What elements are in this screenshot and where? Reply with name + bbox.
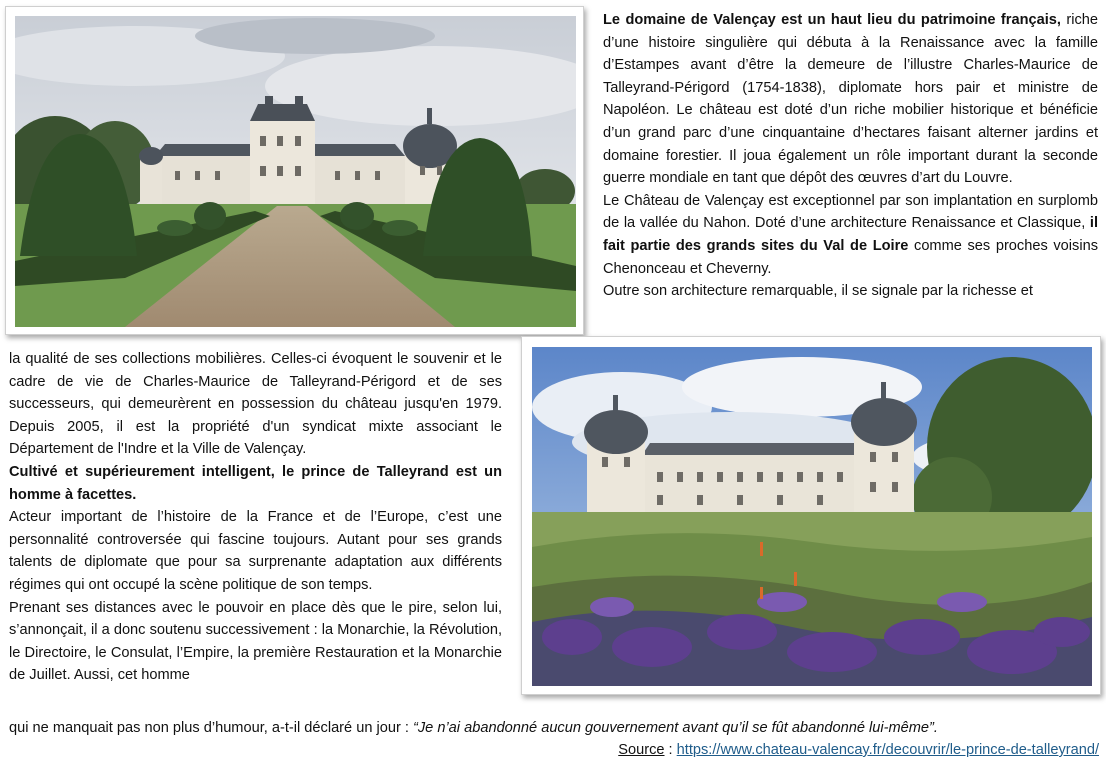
photo-chateau-garden-frame [5,6,584,335]
diplomat-paragraph: Acteur important de l’histoire de la France et de l’Europe, c’est une personnalité controversée qui fascine toujours. Autant pour ses grands talents de diplomate que pour sa surprenante adaptation aux différents régimes qui ont occupé la scène politique de son temps. [9,509,502,593]
intro-paragraph [603,9,1098,190]
talleyrand-heading [9,461,502,506]
photo-chateau-wildflower-meadow [532,347,1092,686]
intro-heading: Le domaine de Valençay est un haut lieu du patrimoine français, [603,12,1061,28]
val-de-loire-highlight: il fait partie des grands sites du Val de Loire [603,215,1098,254]
body-text-column [9,348,502,687]
intro-text: riche d’une histoire singulière qui débuta à la Renaissance avec la famille d’Estampes avant d’être la demeure de l’illustre Charles-Maurice de Talleyrand-Périgord (1754-1838), diplomate hors pair et ministre de Napoléon. Le château est doté d’un riche mobilier historique et bénéficie d’un grand parc d’une cinquantaine d’hectares faisant alterner jardins et domaine forestier. Il joua également un rôle important durant la seconde guerre mondiale en tant que dépôt des œuvres d’art du Louvre. [603,12,1099,187]
source-label: Source [618,742,665,758]
regimes-paragraph: Prenant ses distances avec le pouvoir en place dès que le pire, selon lui, s’annonçait, il a donc soutenu successivement : la Monarchie, la Révolution, le Directoire, le Consulat, l’Empire, la première Restauration et la Monarchie de Juillet. Aussi, cet homme [9,599,502,684]
talleyrand-quote: “Je n’ai abandonné aucun gouvernement avant qu’il se fût abandonné lui-même”. [413,720,938,736]
location-text: Le Château de Valençay est exceptionnel par son implantation en surplomb de la vallée du Nahon. Doté d’une architecture Renaissance et Classique, [603,192,1098,232]
source-line [618,739,1099,762]
neighbours-text: comme ses proches voisins Chenonceau et Cheverny. [603,237,1098,277]
quote-intro: qui ne manquait pas non plus d’humour, a-t-il déclaré un jour : [9,720,413,736]
collections-paragraph-start: Outre son architecture remarquable, il se signale par la richesse et [603,283,1033,300]
location-paragraph [603,190,1098,280]
photo-chateau-formal-garden [15,16,576,327]
quote-line [9,717,1099,740]
source-separator: : [664,742,677,758]
talleyrand-heading-text: Cultivé et supérieurement intelligent, le prince de Talleyrand est un homme à facettes. [9,463,502,503]
intro-text-column [603,9,1098,303]
source-link[interactable]: https://www.chateau-valencay.fr/decouvrir/le-prince-de-talleyrand/ [676,742,1099,758]
photo-chateau-meadow-frame [521,336,1101,695]
collections-paragraph-cont: la qualité de ses collections mobilières. Celles-ci évoquent le souvenir et le cadre de vie de Charles-Maurice de Talleyrand-Périgord et de ses successeurs, qui demeurèrent en possession du château jusqu'en 1979. Depuis 2005, il est la propriété d'un syndicat mixte associant le Département de l'Indre et la Ville de Valençay. [9,351,502,458]
